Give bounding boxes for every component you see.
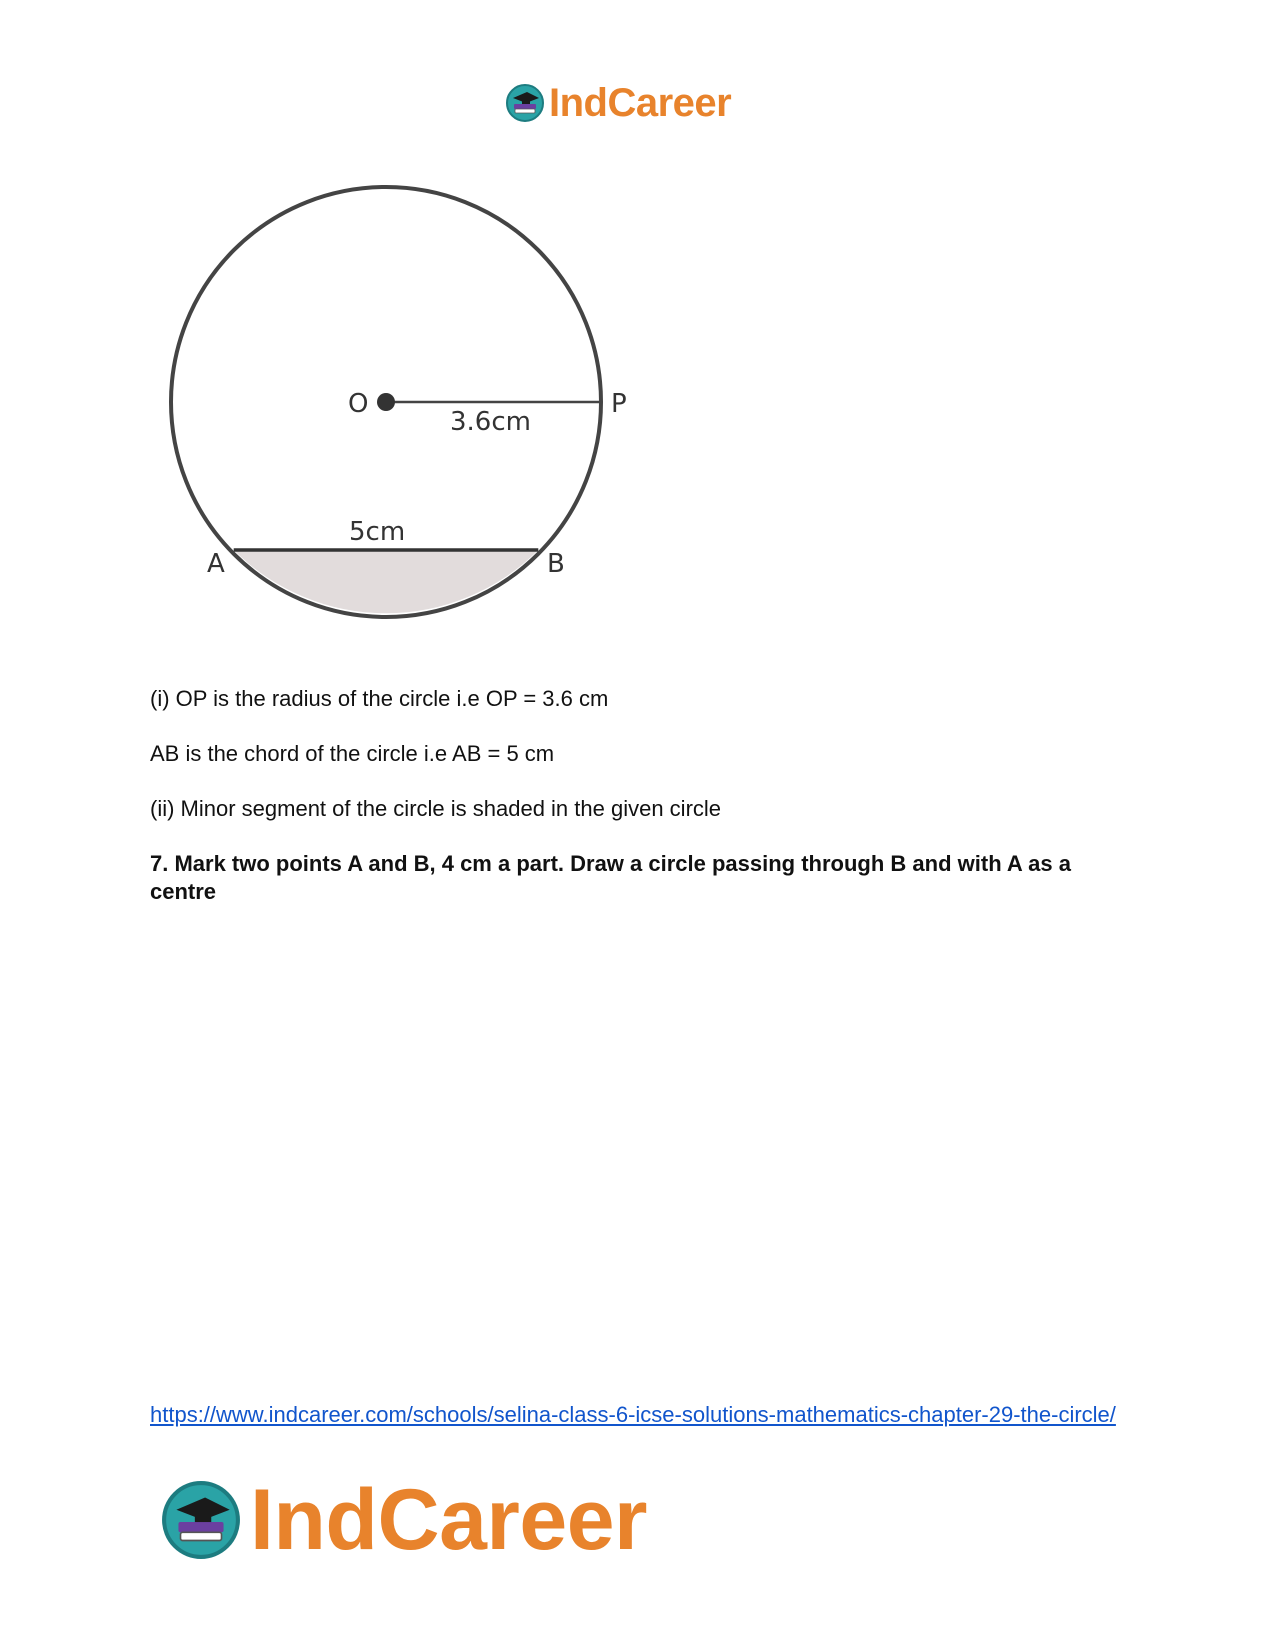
graduation-cap-books-icon [505,83,545,123]
label-b: B [547,549,565,579]
answer-part-i: (i) OP is the radius of the circle i.e OP = 3.6 cm [150,686,609,711]
source-link[interactable]: https://www.indcareer.com/schools/selina-class-6-icse-solutions-mathematics-chapter-29-the-circle/ [150,1402,1116,1427]
brand-name: IndCareer [549,81,732,125]
circle-diagram [165,185,685,665]
radius-length-label: 3.6cm [450,407,531,437]
brand-name: IndCareer [250,1471,647,1568]
label-a: A [207,549,225,579]
question-7: 7. Mark two points A and B, 4 cm a part. Draw a circle passing through B and with A as a centre [150,851,1071,904]
answer-part-ii: (ii) Minor segment of the circle is shaded in the given circle [150,796,722,821]
label-p: P [611,389,627,419]
graduation-cap-books-icon [160,1479,242,1561]
solution-text [150,685,1125,933]
chord-length-label: 5cm [349,517,406,547]
header-logo [505,80,731,126]
footer-logo [160,1472,647,1567]
label-o: O [348,389,369,419]
answer-chord: AB is the chord of the circle i.e AB = 5 cm [150,741,555,766]
minor-segment-shading [234,550,539,613]
center-point-o [377,393,395,411]
